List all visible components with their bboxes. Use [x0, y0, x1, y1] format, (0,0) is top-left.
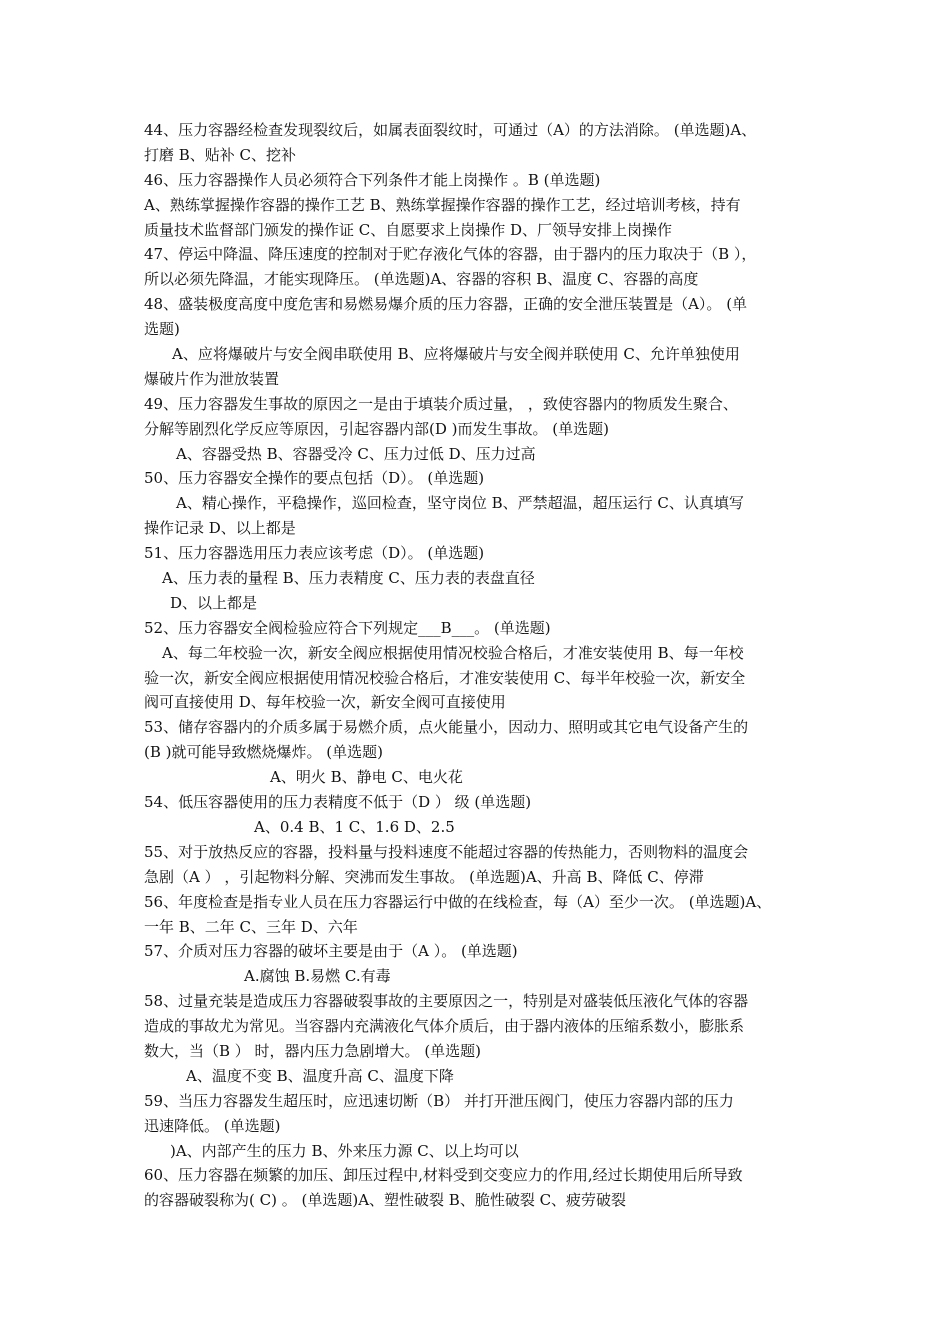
text-line: A、每二年校验一次，新安全阀应根据使用情况校验合格后，才准安装使用 B、每一年校: [162, 643, 744, 662]
text-line: 55、对于放热反应的容器，投料量与投料速度不能超过容器的传热能力，否则物料的温度会: [144, 842, 749, 861]
text-line: 51、压力容器选用压力表应该考虑（D）。 (单选题): [144, 544, 485, 563]
text-line: )A、内部产生的压力 B、外来压力源 C、以上均可以: [170, 1141, 519, 1160]
text-line: A、压力表的量程 B、压力表精度 C、压力表的表盘直径: [162, 569, 535, 588]
text-line: A.腐蚀 B.易燃 C.有毒: [244, 967, 391, 986]
text-line: 操作记录 D、以上都是: [144, 519, 296, 538]
text-line: 迅速降低。 (单选题): [144, 1116, 281, 1135]
text-line: 质量技术监督部门颁发的操作证 C、自愿要求上岗操作 D、厂领导安排上岗操作: [144, 220, 673, 239]
text-line: A、明火 B、静电 C、电火花: [270, 768, 463, 787]
text-line: D、以上都是: [170, 593, 258, 612]
text-line: 所以必须先降温，才能实现降压。 (单选题)A、容器的容积 B、温度 C、容器的高度: [144, 270, 699, 289]
text-line: A、0.4 B、1 C、1.6 D、2.5: [254, 817, 455, 836]
text-line: 53、储存容器内的介质多属于易燃介质，点火能量小，因动力、照明或其它电气设备产生的: [144, 718, 749, 737]
text-line: 48、盛装极度高度中度危害和易燃易爆介质的压力容器，正确的安全泄压装置是（A）。 (单: [144, 295, 748, 314]
text-line: 阀可直接使用 D、每年校验一次，新安全阀可直接使用: [144, 693, 506, 712]
text-line: 44、压力容器经检查发现裂纹后，如属表面裂纹时，可通过（A）的方法消除。 (单选题)A、: [144, 121, 757, 139]
text-line: 爆破片作为泄放装置: [144, 369, 280, 388]
text-line: 选题): [144, 320, 180, 339]
text-line: A、精心操作，平稳操作，巡回检查，坚守岗位 B、严禁超温，超压运行 C、认真填写: [176, 494, 744, 513]
text-line: A、温度不变 B、温度升高 C、温度下降: [186, 1066, 454, 1085]
text-line: 急剧（A ） ，引起物料分解、突沸而发生事故。 (单选题)A、升高 B、降低 C、停滞: [144, 867, 704, 886]
text-line: 47、停运中降温、降压速度的控制对于贮存液化气体的容器，由于器内的压力取决于（B ），: [144, 245, 757, 264]
text-line: (B )就可能导致燃烧爆炸。 (单选题): [144, 743, 383, 762]
text-line: 59、当压力容器发生超压时，应迅速切断（B） 并打开泄压阀门，使压力容器内部的压力: [144, 1091, 734, 1110]
text-line: 造成的事故尤为常见。当容器内充满液化气体介质后，由于器内液体的压缩系数小，膨胀系: [144, 1017, 745, 1036]
text-line: 58、过量充装是造成压力容器破裂事故的主要原因之一，特别是对盛装低压液化气体的容器: [144, 992, 749, 1011]
text-line: A、容器受热 B、容器受冷 C、压力过低 D、压力过高: [176, 444, 536, 463]
text-line: 57、介质对压力容器的破坏主要是由于（A ）。 (单选题): [144, 942, 518, 961]
question-list: [144, 118, 816, 1213]
text-line: A、应将爆破片与安全阀串联使用 B、应将爆破片与安全阀并联使用 C、允许单独使用: [172, 345, 740, 364]
text-line: 56、年度检查是指专业人员在压力容器运行中做的在线检查，每（A）至少一次。 (单选题)A、: [144, 892, 772, 911]
text-line: 46、压力容器操作人员必须符合下列条件才能上岗操作 。B (单选题): [144, 170, 601, 189]
text-line: 60、压力容器在频繁的加压、卸压过程中,材料受到交变应力的作用,经过长期使用后所导致: [144, 1166, 743, 1185]
text-line: 50、压力容器安全操作的要点包括（D）。 (单选题): [144, 469, 485, 488]
text-line: 49、压力容器发生事故的原因之一是由于填装介质过量， ，致使容器内的物质发生聚合、: [144, 394, 738, 413]
text-line: 数大，当（B ） 时，器内压力急剧增大。 (单选题): [144, 1041, 482, 1060]
text-line: 54、低压容器使用的压力表精度不低于（D ） 级 (单选题): [144, 793, 532, 812]
text-line: A、熟练掌握操作容器的操作工艺 B、熟练掌握操作容器的操作工艺，经过培训考核，持有: [144, 195, 741, 214]
text-line: 打磨 B、贴补 C、挖补: [144, 145, 297, 164]
text-line: 验一次，新安全阀应根据使用情况校验合格后，才准安装使用 C、每半年校验一次，新安全: [144, 668, 746, 687]
text-line: 的容器破裂称为( C) 。 (单选题)A、塑性破裂 B、脆性破裂 C、疲劳破裂: [144, 1191, 627, 1210]
text-line: 分解等剧烈化学反应等原因，引起容器内部(D )而发生事故。 (单选题): [144, 419, 609, 438]
text-line: 52、压力容器安全阀检验应符合下列规定___B___。 (单选题): [144, 618, 551, 637]
text-line: 一年 B、二年 C、三年 D、六年: [144, 917, 358, 936]
